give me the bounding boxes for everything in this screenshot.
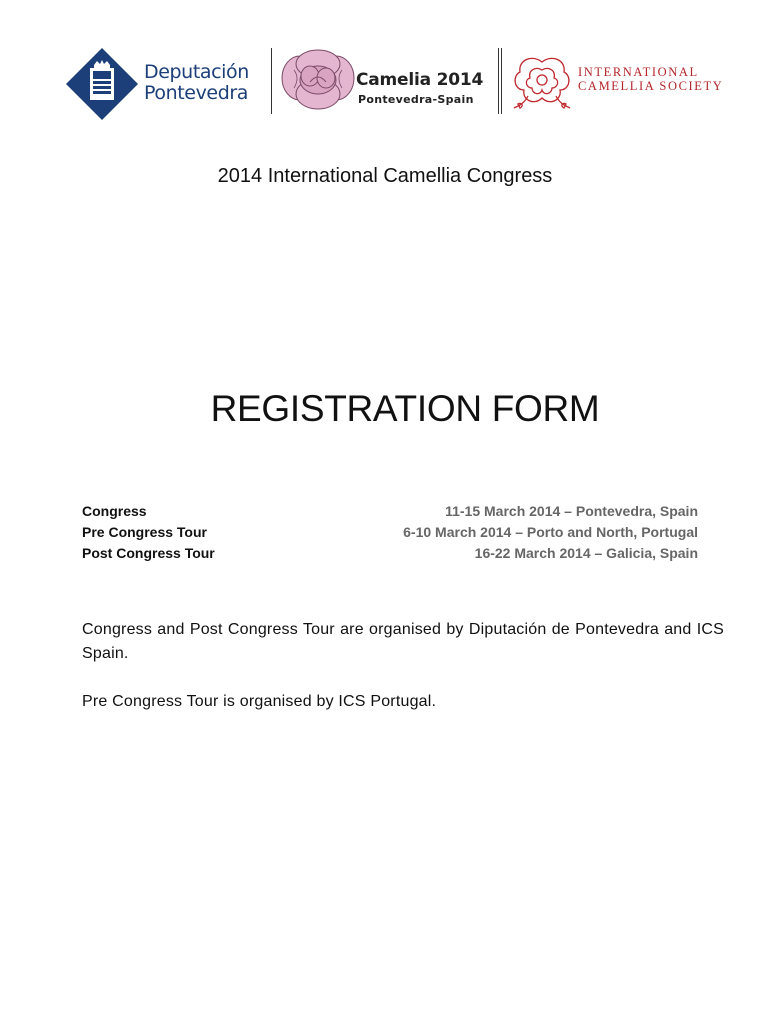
deputacion-line-1: Deputación [144, 61, 249, 83]
registration-form-title: REGISTRATION FORM [210, 388, 600, 429]
schedule-label: Post Congress Tour [82, 545, 215, 561]
schedule-row [82, 524, 698, 545]
ics-camellia-icon [510, 52, 574, 112]
organisers-paragraph: Congress and Post Congress Tour are organised by Diputación de Pontevedra and ICS Spain. [82, 621, 724, 662]
schedule-date: 11-15 March 2014 – Pontevedra, Spain [445, 503, 698, 519]
deputacion-logo [62, 46, 268, 114]
camelia-subtitle: Pontevedra-Spain [358, 93, 474, 106]
schedule-row [82, 545, 698, 566]
deputacion-crest-icon [66, 48, 138, 120]
schedule-label: Pre Congress Tour [82, 524, 207, 540]
ics-wordmark [578, 65, 723, 93]
event-schedule [82, 503, 698, 566]
congress-title: 2014 International Camellia Congress [217, 165, 553, 187]
schedule-row [82, 503, 698, 524]
deputacion-wordmark [144, 62, 249, 104]
camelia-title: Camelia 2014 [356, 70, 484, 90]
logo-divider [501, 48, 502, 114]
camellia-flower-icon [280, 48, 356, 112]
logo-divider [271, 48, 272, 114]
pre-tour-organiser-paragraph: Pre Congress Tour is organised by ICS Portugal. [82, 693, 437, 710]
deputacion-line-2: Pontevedra [144, 82, 249, 104]
ics-line-2: CAMELLIA SOCIETY [578, 79, 724, 93]
logo-band [62, 44, 722, 116]
ics-logo [510, 48, 722, 114]
logo-divider [498, 48, 499, 114]
schedule-date: 6-10 March 2014 – Porto and North, Portugal [403, 524, 698, 540]
schedule-label: Congress [82, 503, 147, 519]
schedule-date: 16-22 March 2014 – Galicia, Spain [474, 545, 698, 561]
camelia-2014-logo [280, 46, 500, 114]
ics-line-1: INTERNATIONAL [578, 65, 699, 79]
